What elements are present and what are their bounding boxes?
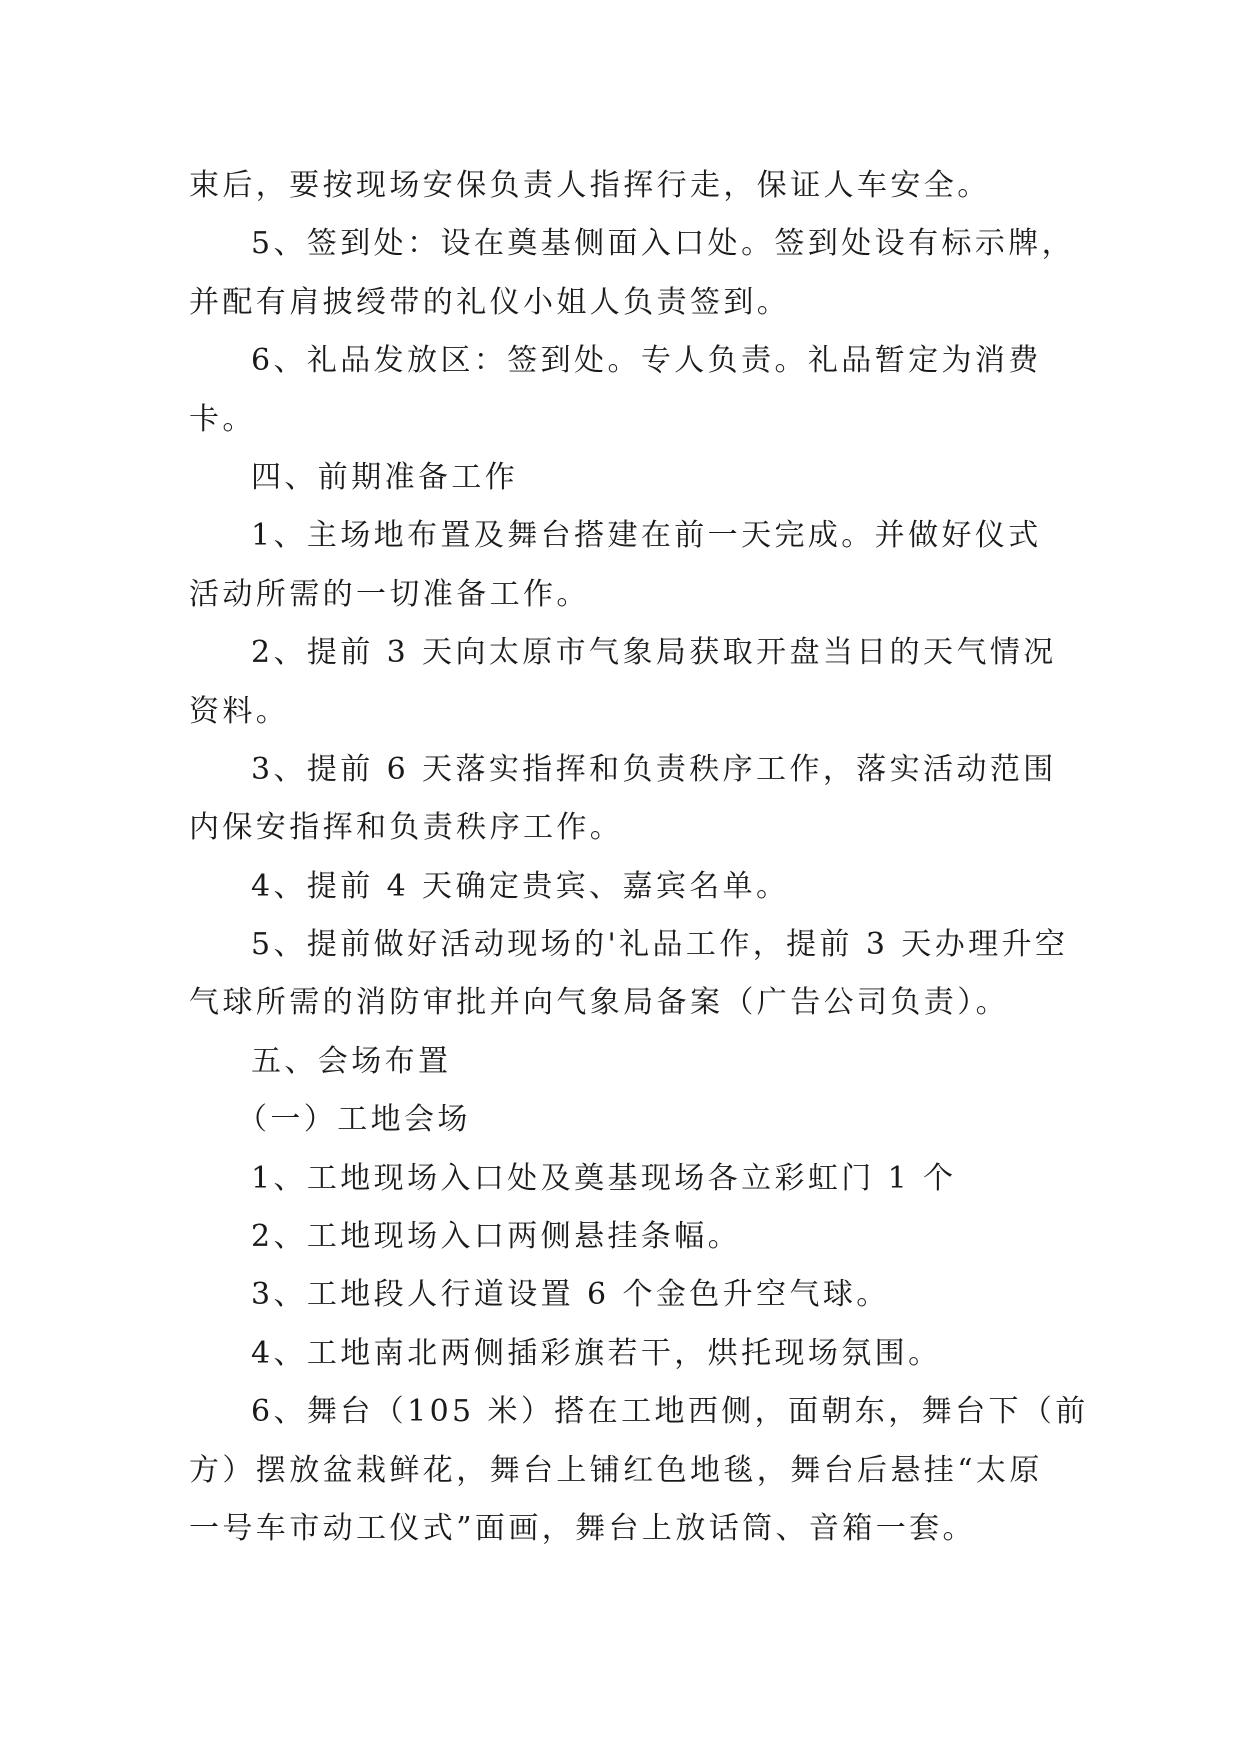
text-line: 束后，要按现场安保负责人指挥行走，保证人车安全。	[189, 168, 991, 203]
text-line: 内保安指挥和负责秩序工作。	[189, 810, 624, 846]
text-line: 活动所需的一切准备工作。	[189, 576, 590, 612]
text-line: 6、礼品发放区：签到处。专人负责。礼品暂定为消费	[251, 343, 1042, 379]
text-line: 3、提前 6 天落实指挥和负责秩序工作，落实活动范围	[251, 751, 1057, 787]
text-line: 1、主场地布置及舞台搭建在前一天完成。并做好仪式	[251, 518, 1042, 554]
text-line: 资料。	[189, 693, 290, 729]
subsection-heading: （一）工地会场	[237, 1102, 471, 1138]
text-line: 2、提前 3 天向太原市气象局获取开盘当日的天气情况	[251, 635, 1057, 671]
section-heading: 四、前期准备工作	[251, 459, 519, 495]
text-line: 方）摆放盆栽鲜花，舞台上铺红色地毯，舞台后悬挂“太原	[189, 1452, 1043, 1488]
text-line: 5、签到处：设在奠基侧面入口处。签到处设有标示牌，	[251, 226, 1076, 262]
text-line: 5、提前做好活动现场的'礼品工作，提前 3 天办理升空	[251, 927, 1069, 963]
text-line: 卡。	[189, 401, 256, 437]
text-line: 一号车市动工仪式”面画，舞台上放话筒、音箱一套。	[189, 1510, 976, 1546]
text-line: 气球所需的消防审批并向气象局备案（广告公司负责）。	[189, 985, 1009, 1021]
document-body	[189, 157, 1089, 1558]
text-line: 4、工地南北两侧插彩旗若干，烘托现场氛围。	[251, 1335, 942, 1371]
text-line: 1、工地现场入口处及奠基现场各立彩虹门 1 个	[251, 1160, 957, 1196]
text-line: 6、舞台（105 米）搭在工地西侧，面朝东，舞台下（前	[251, 1394, 1089, 1430]
text-line: 3、工地段人行道设置 6 个金色升空气球。	[251, 1277, 890, 1313]
text-line: 2、工地现场入口两侧悬挂条幅。	[251, 1219, 742, 1255]
text-line: 并配有肩披绶带的礼仪小姐人负责签到。	[189, 284, 791, 320]
text-line: 4、提前 4 天确定贵宾、嘉宾名单。	[251, 868, 790, 904]
section-heading: 五、会场布置	[251, 1043, 452, 1079]
